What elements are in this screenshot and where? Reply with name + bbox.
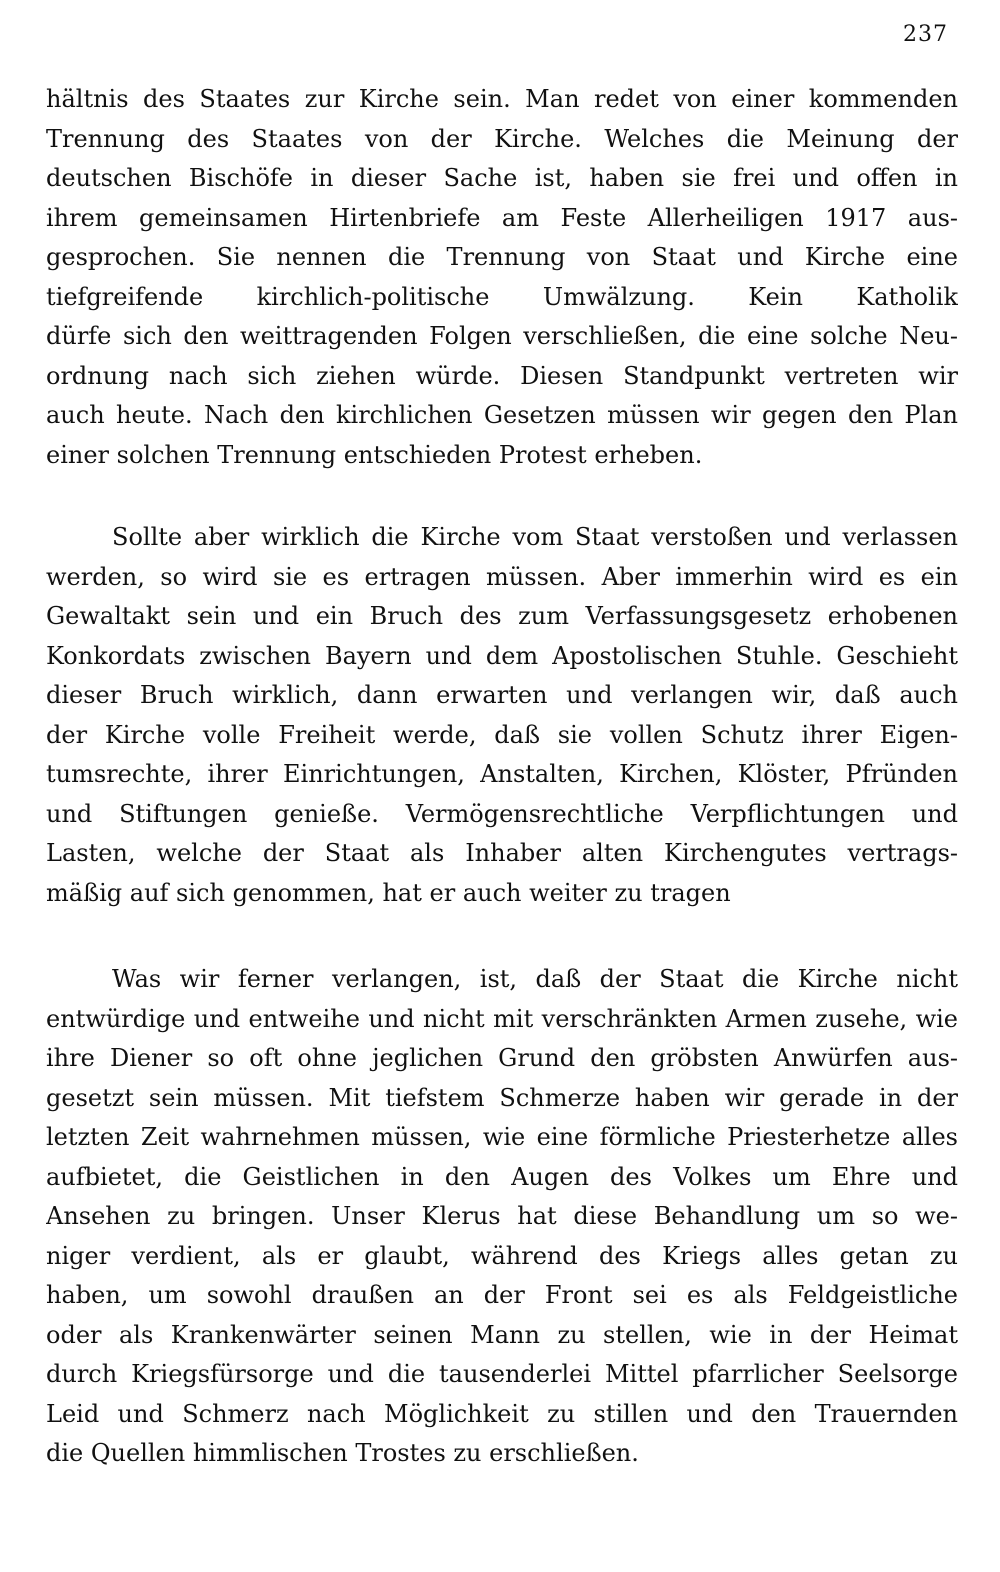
text-line: die Quellen himmlischen Trostes zu erschließen. xyxy=(46,1439,639,1467)
text-line: tumsrechte, ihrer Einrichtungen, Anstalten, Kirchen, Klöster, Pfründen xyxy=(46,760,958,788)
text-line: einer solchen Trennung entschieden Protest erheben. xyxy=(46,440,703,469)
text-line: Leid und Schmerz nach Möglichkeit zu stillen und den Trauernden xyxy=(46,1399,958,1428)
paragraph-1 xyxy=(46,80,958,475)
text-line: Was wir ferner verlangen, ist, daß der Staat die Kirche nicht xyxy=(112,965,958,993)
text-line: Ansehen zu bringen. Unser Klerus hat diese Behandlung um so we- xyxy=(46,1202,958,1230)
text-line: tiefgreifende kirchlich-politische Umwälzung. Kein Katholik xyxy=(46,282,958,311)
text-line: Gewaltakt sein und ein Bruch des zum Verfassungsgesetz erhobenen xyxy=(46,602,958,630)
text-line: durch Kriegsfürsorge und die tausenderlei Mittel pfarrlicher Seelsorge xyxy=(46,1360,958,1388)
text-line: ihrem gemeinsamen Hirtenbriefe am Feste Allerheiligen 1917 aus- xyxy=(46,203,958,232)
text-line: dieser Bruch wirklich, dann erwarten und verlangen wir, daß auch xyxy=(46,681,958,709)
text-line: haben, um sowohl draußen an der Front sei es als Feldgeistliche xyxy=(46,1281,958,1309)
text-line: gesetzt sein müssen. Mit tiefstem Schmerze haben wir gerade in der xyxy=(46,1083,958,1112)
text-line: Sollte aber wirklich die Kirche vom Staat verstoßen und verlassen xyxy=(112,523,958,551)
text-line: der Kirche volle Freiheit werde, daß sie vollen Schutz ihrer Eigen- xyxy=(46,720,958,749)
text-line: mäßig auf sich genommen, hat er auch weiter zu tragen xyxy=(46,878,731,907)
paragraph-spacer xyxy=(46,475,958,518)
text-line: entwürdige und entweihe und nicht mit verschränkten Armen zusehe, wie xyxy=(46,1004,958,1033)
text-line: dürfe sich den weittragenden Folgen verschließen, die eine solche Neu- xyxy=(46,322,958,350)
text-line: ordnung nach sich ziehen würde. Diesen Standpunkt vertreten wir xyxy=(46,361,958,390)
text-line: deutschen Bischöfe in dieser Sache ist, haben sie frei und offen in xyxy=(46,164,958,192)
page-number: 237 xyxy=(903,22,948,47)
text-line: gesprochen. Sie nennen die Trennung von Staat und Kirche eine xyxy=(46,243,958,271)
text-line: und Stiftungen genieße. Vermögensrechtliche Verpflichtungen und xyxy=(46,799,958,828)
text-line: auch heute. Nach den kirchlichen Gesetzen müssen wir gegen den Plan xyxy=(46,401,958,429)
text-line: Trennung des Staates von der Kirche. Welches die Meinung der xyxy=(46,124,958,153)
body-text xyxy=(46,80,958,1474)
text-line: niger verdient, als er glaubt, während des Kriegs alles getan zu xyxy=(46,1241,958,1270)
text-line: aufbietet, die Geistlichen in den Augen des Volkes um Ehre und xyxy=(46,1162,958,1191)
paragraph-spacer xyxy=(46,913,958,960)
text-line: letzten Zeit wahrnehmen müssen, wie eine förmliche Priesterhetze alles xyxy=(46,1123,958,1151)
paragraph-2 xyxy=(46,518,958,913)
paragraph-3 xyxy=(46,960,958,1474)
text-line: Lasten, welche der Staat als Inhaber alten Kirchengutes vertrags- xyxy=(46,839,958,867)
text-line: ihre Diener so oft ohne jeglichen Grund den gröbsten Anwürfen aus- xyxy=(46,1044,958,1072)
text-line: oder als Krankenwärter seinen Mann zu stellen, wie in der Heimat xyxy=(46,1320,958,1349)
text-line: hältnis des Staates zur Kirche sein. Man redet von einer kommenden xyxy=(46,85,958,113)
text-line: Konkordats zwischen Bayern und dem Apostolischen Stuhle. Geschieht xyxy=(46,641,958,670)
text-line: werden, so wird sie es ertragen müssen. Aber immerhin wird es ein xyxy=(46,562,958,591)
